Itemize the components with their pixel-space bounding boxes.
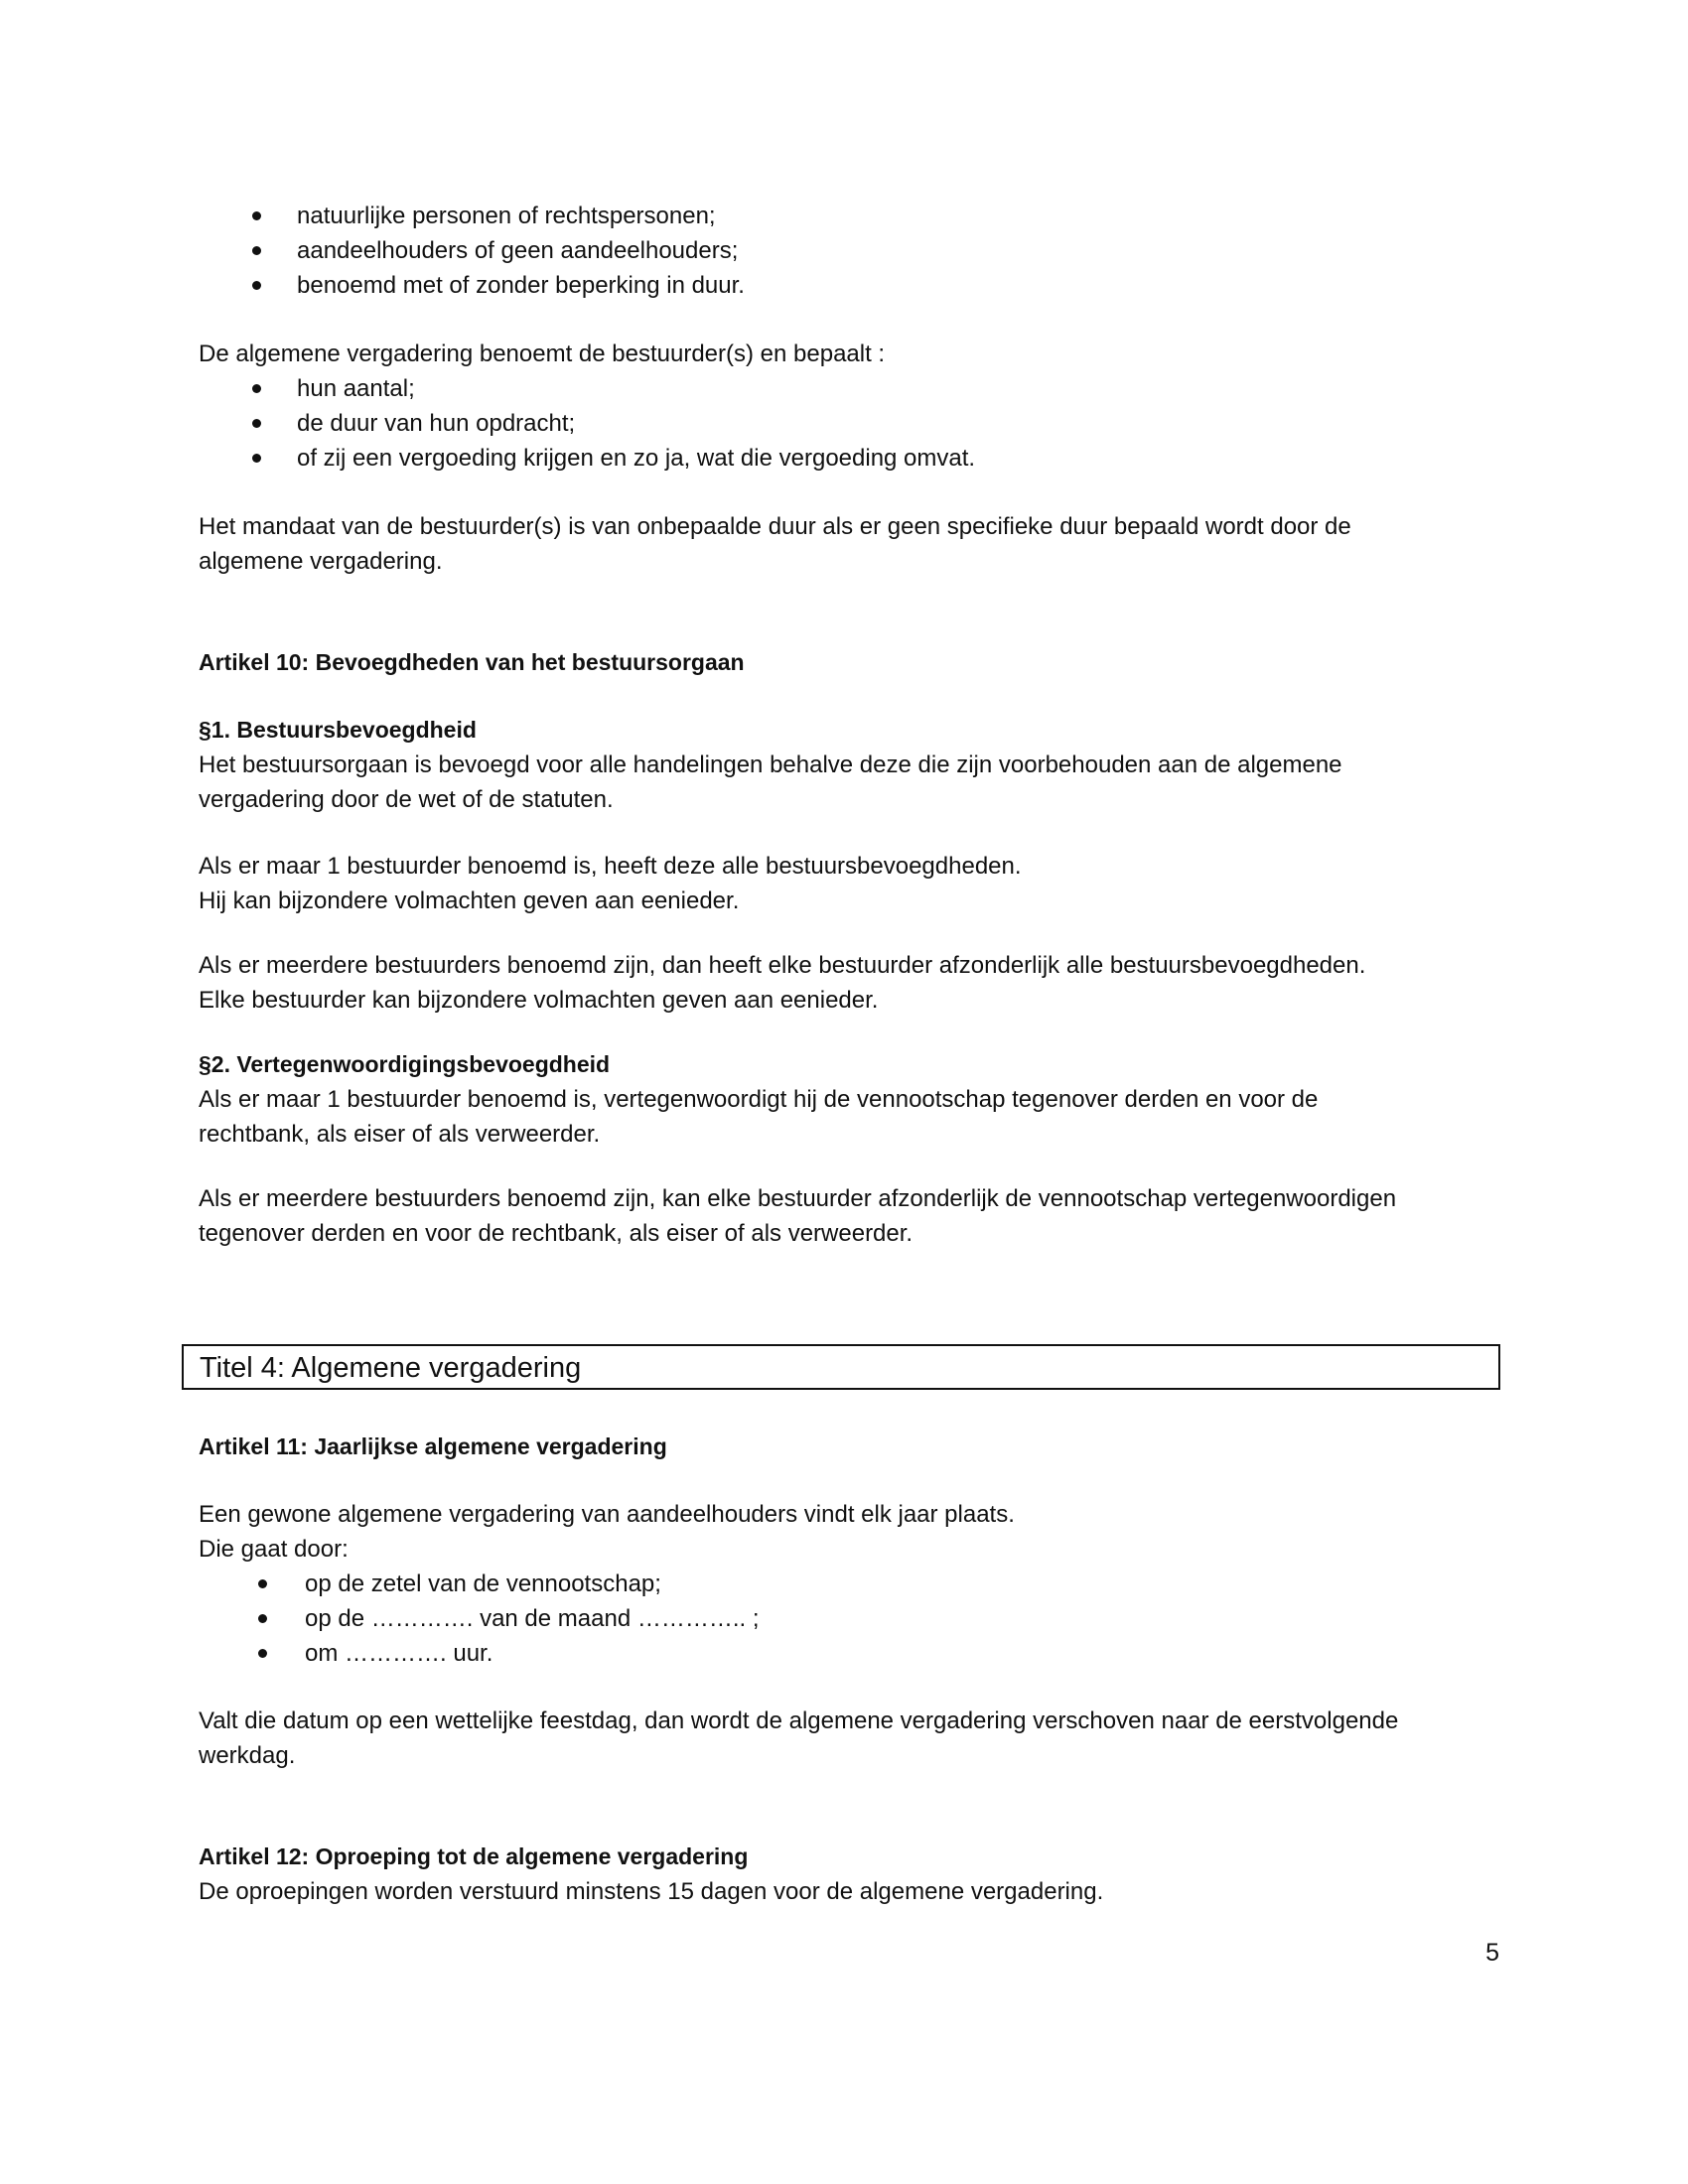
list-item: aandeelhouders of geen aandeelhouders; [199,233,1499,268]
mandate-paragraph: Het mandaat van de bestuurder(s) is van onbepaalde duur als er geen specifieke duur bepaald wordt door de algemene vergadering. [199,513,1351,575]
article-10-section-2: §2. Vertegenwoordigingsbevoegdheid Als er maar 1 bestuurder benoemd is, vertegenwoordigt hij de vennootschap tegenover derden en voor de rechtbank, als eiser of als verweerder. [199,1047,1499,1152]
bullet-icon [252,454,261,463]
list-item: benoemd met of zonder beperking in duur. [199,268,1499,303]
section-heading: §2. Vertegenwoordigingsbevoegdheid [199,1051,611,1077]
article-11-heading: Artikel 11: Jaarlijkse algemene vergadering [199,1433,667,1459]
list-item: of zij een vergoeding krijgen en zo ja, wat die vergoeding omvat. [199,441,1499,476]
article-10-heading: Artikel 10: Bevoegdheden van het bestuursorgaan [199,649,745,675]
list-item: om …………. uur. [199,1636,1499,1671]
list-item: hun aantal; [199,371,1499,406]
paragraph: Als er maar 1 bestuurder benoemd is, heeft deze alle bestuursbevoegdheden. Hij kan bijzondere volmachten geven aan eenieder. [199,853,1022,914]
paragraph: Valt die datum op een wettelijke feestdag, dan wordt de algemene vergadering verschoven naar de eerstvolgende werkdag. [199,1707,1399,1769]
page-number: 5 [1485,1939,1499,1967]
paragraph: Een gewone algemene vergadering van aandeelhouders vindt elk jaar plaats. Die gaat door: [199,1501,1015,1563]
bullet-icon [258,1649,267,1658]
bullet-icon [258,1579,267,1588]
list-item: natuurlijke personen of rechtspersonen; [199,199,1499,233]
bullet-icon [252,246,261,255]
eligibility-list [199,199,1499,303]
meeting-details-list [199,1567,1499,1671]
bullet-icon [252,419,261,428]
title-4-heading: Titel 4: Algemene vergadering [200,1352,582,1384]
section-heading: §1. Bestuursbevoegdheid [199,717,477,743]
bullet-icon [258,1614,267,1623]
list-item: de duur van hun opdracht; [199,406,1499,441]
paragraph: Als er meerdere bestuurders benoemd zijn, kan elke bestuurder afzonderlijk de vennootschap vertegenwoordigen tegenover derden en voor de rechtbank, als eiser of als verweerder. [199,1185,1397,1247]
list-item: op de zetel van de vennootschap; [199,1567,1499,1601]
bullet-icon [252,211,261,220]
appointment-list [199,371,1499,476]
bullet-icon [252,281,261,290]
bullet-icon [252,384,261,393]
article-10-section-1: §1. Bestuursbevoegdheid Het bestuursorgaan is bevoegd voor alle handelingen behalve deze die zijn voorbehouden aan de algemene vergadering door de wet of de statuten. [199,713,1499,817]
article-12: Artikel 12: Oproeping tot de algemene vergadering De oproepingen worden verstuurd minstens 15 dagen voor de algemene vergadering. [199,1840,1499,1909]
list-item: op de …………. van de maand ………….. ; [199,1601,1499,1636]
paragraph: Als er meerdere bestuurders benoemd zijn, dan heeft elke bestuurder afzonderlijk alle bestuursbevoegdheden. Elke bestuurder kan bijzondere volmachten geven aan eenieder. [199,952,1366,1014]
appointment-intro: De algemene vergadering benoemt de bestuurder(s) en bepaalt : [199,341,886,367]
title-4-box [182,1344,1500,1390]
article-12-heading: Artikel 12: Oproeping tot de algemene vergadering [199,1843,749,1869]
